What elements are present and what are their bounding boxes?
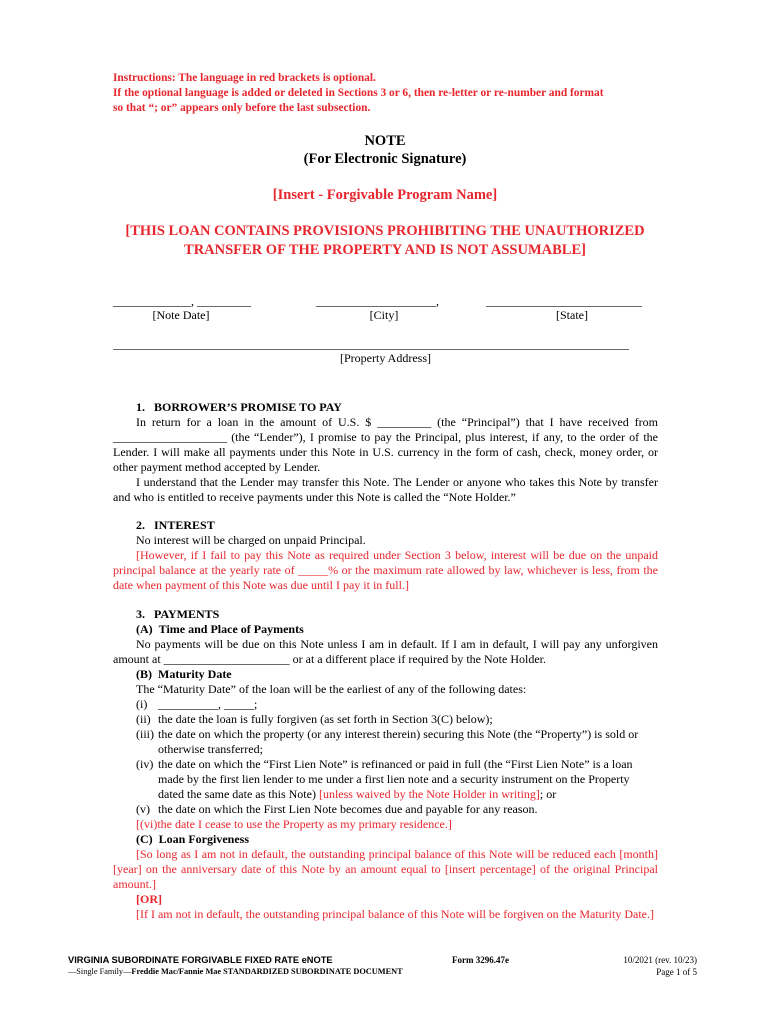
section-2-optional-interest: [However, if I fail to pay this Note as required under Section 3 below, interest will be due on the unpaid principal balance at the yearly rate of _____% or the maximum rate allowed by law, whichever is less, from the date when payment of this Note was due until I pay it in full.] [113, 548, 658, 592]
section-3a-heading: (A) Time and Place of Payments [136, 622, 304, 636]
note-date-blank[interactable]: _____________, _________ [113, 294, 251, 308]
property-address-label: [Property Address] [340, 351, 431, 365]
section-3a-text: No payments will be due on this Note unless I am in default. If I am in default, I will pay any unforgiven amount at _____________________ or at a different place if required by the Note Holder. [113, 637, 658, 666]
maturity-item-4-tail: ; or [539, 787, 557, 801]
note-subtitle: (For Electronic Signature) [303, 151, 467, 167]
instructions-block [113, 71, 673, 116]
property-address-blank[interactable]: ______________________________________________________________________________________ [113, 337, 629, 351]
section-1 [113, 400, 658, 505]
maturity-item-6-optional: [(vi)the date I cease to use the Property as my primary residence.] [136, 817, 452, 831]
footer-doc-subtitle [68, 967, 403, 976]
maturity-item-2-text: the date the loan is fully forgiven (as set forth in Section 3(C) below); [158, 712, 493, 726]
maturity-item-1-num: (i) [136, 697, 148, 711]
footer-revision: 10/2021 (rev. 10/23) [623, 955, 697, 965]
footer-doc-title: VIRGINIA SUBORDINATE FORGIVABLE FIXED RATE eNOTE [68, 955, 333, 965]
note-date-label: [Note Date] [152, 308, 210, 322]
section-1-heading: 1. BORROWER’S PROMISE TO PAY [136, 400, 342, 414]
maturity-item-4-text: the date on which the “First Lien Note” is refinanced or paid in full (the “First Lien Note” is a loan made by the first lien lender to me under a first lien note and a security instrument on the Property dated the same date as this Note) [158, 757, 633, 801]
section-3c-heading: (C) Loan Forgiveness [136, 832, 249, 846]
transfer-warning-line-2: TRANSFER OF THE PROPERTY AND IS NOT ASSUMABLE] [184, 242, 586, 258]
section-2-heading: 2. INTEREST [136, 518, 215, 532]
maturity-item-3-num: (iii) [136, 727, 154, 741]
maturity-item-5-num: (v) [136, 802, 150, 816]
section-3c-forgiveness-option-2: [If I am not in default, the outstanding principal balance of this Note will be forgiven on the Maturity Date.] [136, 907, 654, 921]
section-3 [113, 607, 658, 922]
instructions-line-2: If the optional language is added or deleted in Sections 3 or 6, then re-letter or re-number and format [113, 87, 604, 99]
instructions-line-1: Instructions: The language in red brackets is optional. [113, 72, 376, 84]
section-3c-forgiveness-option-1: [So long as I am not in default, the outstanding principal balance of this Note will be reduced each [month] [year] on the anniversary date of this Note by an amount equal to [insert percentage] of the original Principal amount.] [113, 847, 658, 891]
maturity-item-2 [113, 712, 658, 727]
maturity-item-2-num: (ii) [136, 712, 151, 726]
note-title: NOTE [364, 133, 406, 149]
program-name-placeholder: [Insert - Forgivable Program Name] [272, 187, 498, 203]
maturity-item-4-num: (iv) [136, 757, 154, 771]
state-blank[interactable]: __________________________ [486, 294, 642, 308]
instructions-line-3: so that “; or” appears only before the last subsection. [113, 102, 371, 114]
section-1-paragraph-1: In return for a loan in the amount of U.S. $ _________ (the “Principal”) that I have received from ___________________ (the “Lender”), I promise to pay the Principal, plus interest, if any, to the order of the Lender. I will make all payments under this Note in U.S. currency in the form of cash, check, money order, or other payment method accepted by Lender. [113, 415, 658, 474]
footer-form-number: Form 3296.47e [452, 955, 509, 965]
section-3b-intro: The “Maturity Date” of the loan will be the earliest of any of the following dates: [136, 682, 527, 696]
maturity-item-3-text: the date on which the property (or any interest therein) securing this Note (the “Property”) is sold or otherwise transferred; [158, 727, 639, 756]
maturity-item-3 [113, 727, 658, 757]
section-2-paragraph-1: No interest will be charged on unpaid Principal. [136, 533, 366, 547]
section-3-heading: 3. PAYMENTS [136, 607, 220, 621]
transfer-warning [100, 222, 670, 260]
state-label: [State] [556, 308, 588, 322]
maturity-item-4-optional: [unless waived by the Note Holder in writing] [315, 787, 540, 801]
section-1-paragraph-2: I understand that the Lender may transfer this Note. The Lender or anyone who takes this Note by transfer and who is entitled to receive payments under this Note is called the “Note Holder.” [113, 475, 658, 504]
city-label: [City] [369, 308, 399, 322]
transfer-warning-line-1: [THIS LOAN CONTAINS PROVISIONS PROHIBITING THE UNAUTHORIZED [125, 223, 645, 239]
maturity-item-5 [113, 802, 658, 817]
footer-page-number: Page 1 of 5 [656, 967, 697, 977]
maturity-item-1-text: __________, _____; [158, 697, 258, 711]
maturity-item-5-text: the date on which the First Lien Note becomes due and payable for any reason. [158, 802, 538, 816]
section-3b-heading: (B) Maturity Date [136, 667, 232, 681]
footer-doc-subtitle-bold: Freddie Mac/Fannie Mae STANDARDIZED SUBORDINATE DOCUMENT [131, 967, 403, 976]
city-blank[interactable]: ____________________, [316, 294, 439, 308]
section-3c-or: [OR] [136, 892, 162, 906]
maturity-item-1 [113, 697, 658, 712]
maturity-item-4 [113, 757, 658, 802]
footer-doc-subtitle-prefix: —Single Family— [68, 967, 132, 976]
section-2 [113, 518, 658, 593]
